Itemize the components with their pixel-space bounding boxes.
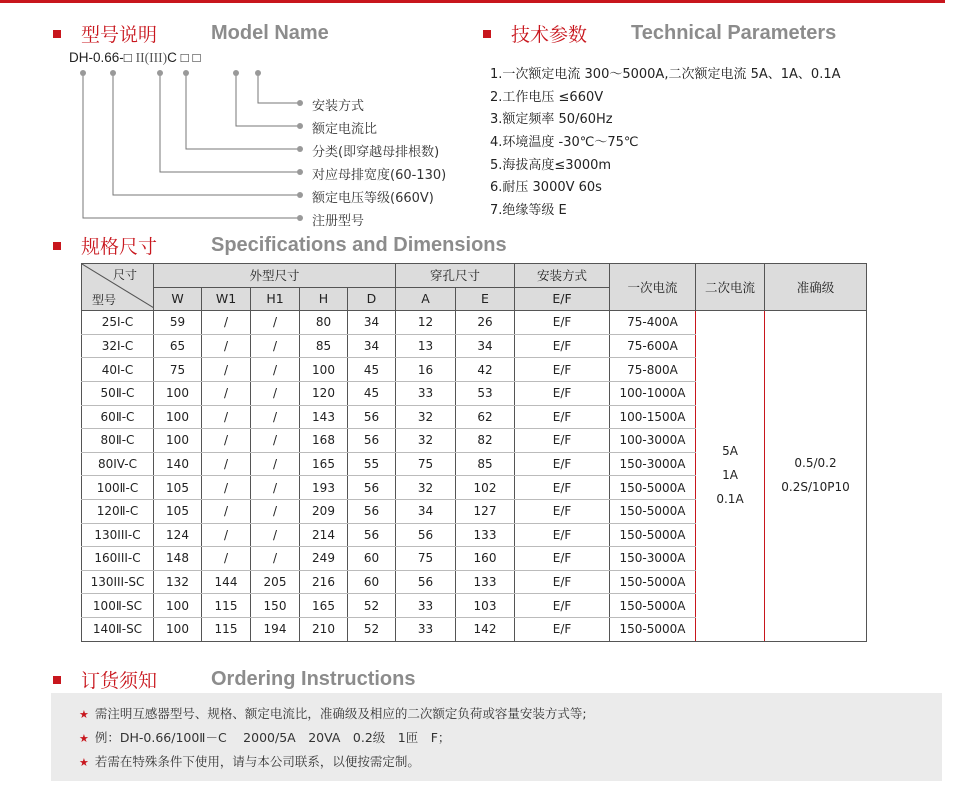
install-cell: E/F [515,547,610,571]
install-cell: E/F [515,617,610,641]
model-code-prefix: DH-0.66-□ [69,50,136,65]
section-title-en: Ordering Instructions [211,668,416,690]
parameter-item: 4.环境温度 -30℃～75℃ [490,135,639,151]
h-cell: 85 [300,334,348,358]
spec-table-body [82,311,867,641]
corner-label-size: 尺寸 [112,268,137,282]
e-cell: 142 [456,617,515,641]
order-item [79,704,587,722]
h-cell: 210 [300,617,348,641]
w1-cell: / [202,311,251,335]
w1-cell: / [202,452,251,476]
w-cell: 59 [154,311,202,335]
header-secondary-current: 二次电流 [696,264,765,311]
star-icon: ★ [79,708,89,721]
d-cell: 56 [348,476,396,500]
connector-dot [297,215,303,221]
connector-dot [110,70,116,76]
e-cell: 42 [456,358,515,382]
secondary-current-value: 0.1A [716,491,744,506]
model-cell: 32Ⅰ-C [82,334,154,358]
header-outer-dimensions: 外型尺寸 [154,264,396,288]
primary-current-cell: 75-600A [610,334,696,358]
model-label: 对应母排宽度(60-130) [312,168,447,183]
h1-cell: / [251,381,300,405]
install-cell: E/F [515,476,610,500]
subheader-cell: E/F [515,287,610,311]
install-cell: E/F [515,570,610,594]
a-cell: 34 [396,499,456,523]
subheader-cell: D [348,287,396,311]
model-label: 安装方式 [312,99,365,114]
d-cell: 52 [348,594,396,618]
section-title-cn: 技术参数 [511,24,588,46]
a-cell: 56 [396,523,456,547]
install-cell: E/F [515,499,610,523]
h1-cell: / [251,452,300,476]
ordering-instructions-box [51,693,942,781]
install-cell: E/F [515,311,610,335]
primary-current-cell: 100-3000A [610,429,696,453]
d-cell: 56 [348,429,396,453]
a-cell: 33 [396,594,456,618]
connector-dot [297,146,303,152]
a-cell: 33 [396,381,456,405]
h1-cell: / [251,334,300,358]
h-cell: 214 [300,523,348,547]
install-cell: E/F [515,594,610,618]
primary-current-cell: 150-5000A [610,570,696,594]
w1-cell: 115 [202,594,251,618]
h-cell: 249 [300,547,348,571]
bullet-square-icon [53,676,61,684]
connector-line [236,73,300,126]
model-cell: 25Ⅰ-C [82,311,154,335]
section-title-cn: 规格尺寸 [81,236,158,258]
h-cell: 209 [300,499,348,523]
connector-dot [233,70,239,76]
h-cell: 100 [300,358,348,382]
h-cell: 120 [300,381,348,405]
model-cell: 160III-C [82,547,154,571]
h-cell: 165 [300,452,348,476]
primary-current-cell: 150-5000A [610,617,696,641]
star-icon: ★ [79,732,89,745]
secondary-current-merged-cell [696,311,765,641]
w-cell: 105 [154,499,202,523]
connector-dot [297,169,303,175]
model-cell: 40Ⅰ-C [82,358,154,382]
connector-line [83,73,300,218]
subheader-cell: H [300,287,348,311]
model-label: 注册型号 [312,214,365,229]
primary-current-cell: 150-5000A [610,476,696,500]
h-cell: 143 [300,405,348,429]
w1-cell: / [202,547,251,571]
order-item-text: 若需在特殊条件下使用，请与本公司联系，以便按需定制。 [94,754,420,769]
model-cell: 80Ⅱ-C [82,429,154,453]
model-cell: 100Ⅱ-SC [82,594,154,618]
primary-current-cell: 75-400A [610,311,696,335]
h1-cell: 150 [251,594,300,618]
corner-header-cell [82,264,154,311]
a-cell: 12 [396,311,456,335]
w-cell: 100 [154,381,202,405]
e-cell: 26 [456,311,515,335]
connector-line [258,73,300,103]
table-header-row [82,264,867,288]
parameter-item: 2.工作电压 ≤660V [490,89,604,105]
w-cell: 124 [154,523,202,547]
section-title-spec [53,232,507,259]
d-cell: 34 [348,334,396,358]
a-cell: 75 [396,547,456,571]
w1-cell: / [202,476,251,500]
model-code-roman: II(III) [135,50,168,65]
install-cell: E/F [515,523,610,547]
parameter-item: 1.一次额定电流 300～5000A,二次额定电流 5A、1A、0.1A [490,67,841,82]
install-cell: E/F [515,358,610,382]
model-cell: 140Ⅱ-SC [82,617,154,641]
connector-dot [297,100,303,106]
h1-cell: / [251,499,300,523]
a-cell: 32 [396,476,456,500]
section-title-order [53,666,415,693]
w-cell: 105 [154,476,202,500]
h-cell: 168 [300,429,348,453]
e-cell: 133 [456,570,515,594]
model-label: 分类(即穿越母排根数) [312,145,440,160]
e-cell: 133 [456,523,515,547]
e-cell: 62 [456,405,515,429]
h1-cell: / [251,476,300,500]
e-cell: 127 [456,499,515,523]
accuracy-value: 0.5/0.2 [794,456,837,471]
w-cell: 148 [154,547,202,571]
bullet-square-icon [53,242,61,250]
primary-current-cell: 150-5000A [610,594,696,618]
model-cell: 120Ⅱ-C [82,499,154,523]
parameter-item: 3.额定频率 50/60Hz [490,112,613,128]
install-cell: E/F [515,405,610,429]
d-cell: 55 [348,452,396,476]
connector-line [160,73,300,172]
d-cell: 60 [348,570,396,594]
e-cell: 160 [456,547,515,571]
w1-cell: / [202,334,251,358]
primary-current-cell: 100-1500A [610,405,696,429]
w1-cell: / [202,429,251,453]
accuracy-merged-cell [765,311,867,641]
d-cell: 56 [348,499,396,523]
header-primary-current: 一次电流 [610,264,696,311]
model-cell: 130III-C [82,523,154,547]
h1-cell: / [251,523,300,547]
connector-dot [297,192,303,198]
h1-cell: / [251,405,300,429]
spec-table [81,263,867,642]
d-cell: 45 [348,381,396,405]
e-cell: 103 [456,594,515,618]
parameter-item: 6.耐压 3000V 60s [490,180,602,196]
accuracy-value: 0.2S/10P10 [781,479,850,494]
star-icon: ★ [79,756,89,769]
section-title-cn: 型号说明 [81,24,158,46]
h1-cell: / [251,311,300,335]
secondary-current-value: 5A [722,444,738,459]
parameter-item: 7.绝缘等级 E [490,203,567,219]
subheader-cell: H1 [251,287,300,311]
a-cell: 32 [396,429,456,453]
w-cell: 100 [154,405,202,429]
order-item [79,728,450,746]
d-cell: 52 [348,617,396,641]
w1-cell: / [202,523,251,547]
w-cell: 100 [154,617,202,641]
primary-current-cell: 150-3000A [610,547,696,571]
w1-cell: 115 [202,617,251,641]
model-cell: 100Ⅱ-C [82,476,154,500]
secondary-current-value: 1A [722,468,738,483]
model-cell: 130III-SC [82,570,154,594]
primary-current-cell: 100-1000A [610,381,696,405]
w1-cell: / [202,381,251,405]
d-cell: 56 [348,405,396,429]
section-title-en: Technical Parameters [631,22,837,44]
w-cell: 75 [154,358,202,382]
d-cell: 34 [348,311,396,335]
a-cell: 56 [396,570,456,594]
e-cell: 82 [456,429,515,453]
primary-current-cell: 75-800A [610,358,696,382]
w-cell: 100 [154,429,202,453]
a-cell: 33 [396,617,456,641]
subheader-cell: E [456,287,515,311]
e-cell: 102 [456,476,515,500]
w1-cell: 144 [202,570,251,594]
install-cell: E/F [515,381,610,405]
subheader-cell: W [154,287,202,311]
model-cell: 50Ⅱ-C [82,381,154,405]
primary-current-cell: 150-5000A [610,523,696,547]
w-cell: 65 [154,334,202,358]
model-label: 额定电流比 [312,122,378,137]
model-cell: 80IV-C [82,452,154,476]
header-hole-dimensions: 穿孔尺寸 [396,264,515,288]
a-cell: 75 [396,452,456,476]
h-cell: 80 [300,311,348,335]
section-title-en: Model Name [211,22,329,44]
parameter-list [490,64,841,223]
section-title-params [483,20,836,47]
d-cell: 60 [348,547,396,571]
model-label: 额定电压等级(660V) [312,191,434,206]
primary-current-cell: 150-5000A [610,499,696,523]
h1-cell: / [251,547,300,571]
model-code-diagram [0,0,320,230]
w-cell: 140 [154,452,202,476]
primary-current-cell: 150-3000A [610,452,696,476]
header-accuracy-class: 准确级 [765,264,867,311]
connector-dot [255,70,261,76]
table-row [82,311,867,335]
model-code-suffix: C □ □ [167,50,201,65]
header-install-method: 安装方式 [515,264,610,288]
w-cell: 100 [154,594,202,618]
w1-cell: / [202,358,251,382]
d-cell: 56 [348,523,396,547]
order-item [79,752,420,770]
section-title-en: Specifications and Dimensions [211,234,507,256]
bullet-square-icon [483,30,491,38]
w1-cell: / [202,405,251,429]
install-cell: E/F [515,334,610,358]
connector-dot [80,70,86,76]
a-cell: 16 [396,358,456,382]
w-cell: 132 [154,570,202,594]
connector-line [186,73,300,149]
connector-line [113,73,300,195]
order-item-text: 需注明互感器型号、规格、额定电流比，准确级及相应的二次额定负荷或容量安装方式等; [94,706,587,721]
install-cell: E/F [515,429,610,453]
connector-dot [157,70,163,76]
a-cell: 13 [396,334,456,358]
parameter-item: 5.海拔高度≤3000m [490,157,612,173]
subheader-cell: A [396,287,456,311]
section-title-cn: 订货须知 [81,670,158,692]
h-cell: 193 [300,476,348,500]
model-cell: 60Ⅱ-C [82,405,154,429]
connector-dot [183,70,189,76]
order-item-text: 例：DH-0.66/100Ⅱ－C 2000/5A 20VA 0.2级 1匝 F； [94,730,451,745]
h-cell: 216 [300,570,348,594]
a-cell: 32 [396,405,456,429]
install-cell: E/F [515,452,610,476]
subheader-cell: W1 [202,287,251,311]
h1-cell: 194 [251,617,300,641]
connector-dot [297,123,303,129]
e-cell: 53 [456,381,515,405]
h1-cell: 205 [251,570,300,594]
d-cell: 45 [348,358,396,382]
h1-cell: / [251,429,300,453]
w1-cell: / [202,499,251,523]
e-cell: 34 [456,334,515,358]
h1-cell: / [251,358,300,382]
h-cell: 165 [300,594,348,618]
corner-label-model: 型号 [92,293,117,308]
e-cell: 85 [456,452,515,476]
